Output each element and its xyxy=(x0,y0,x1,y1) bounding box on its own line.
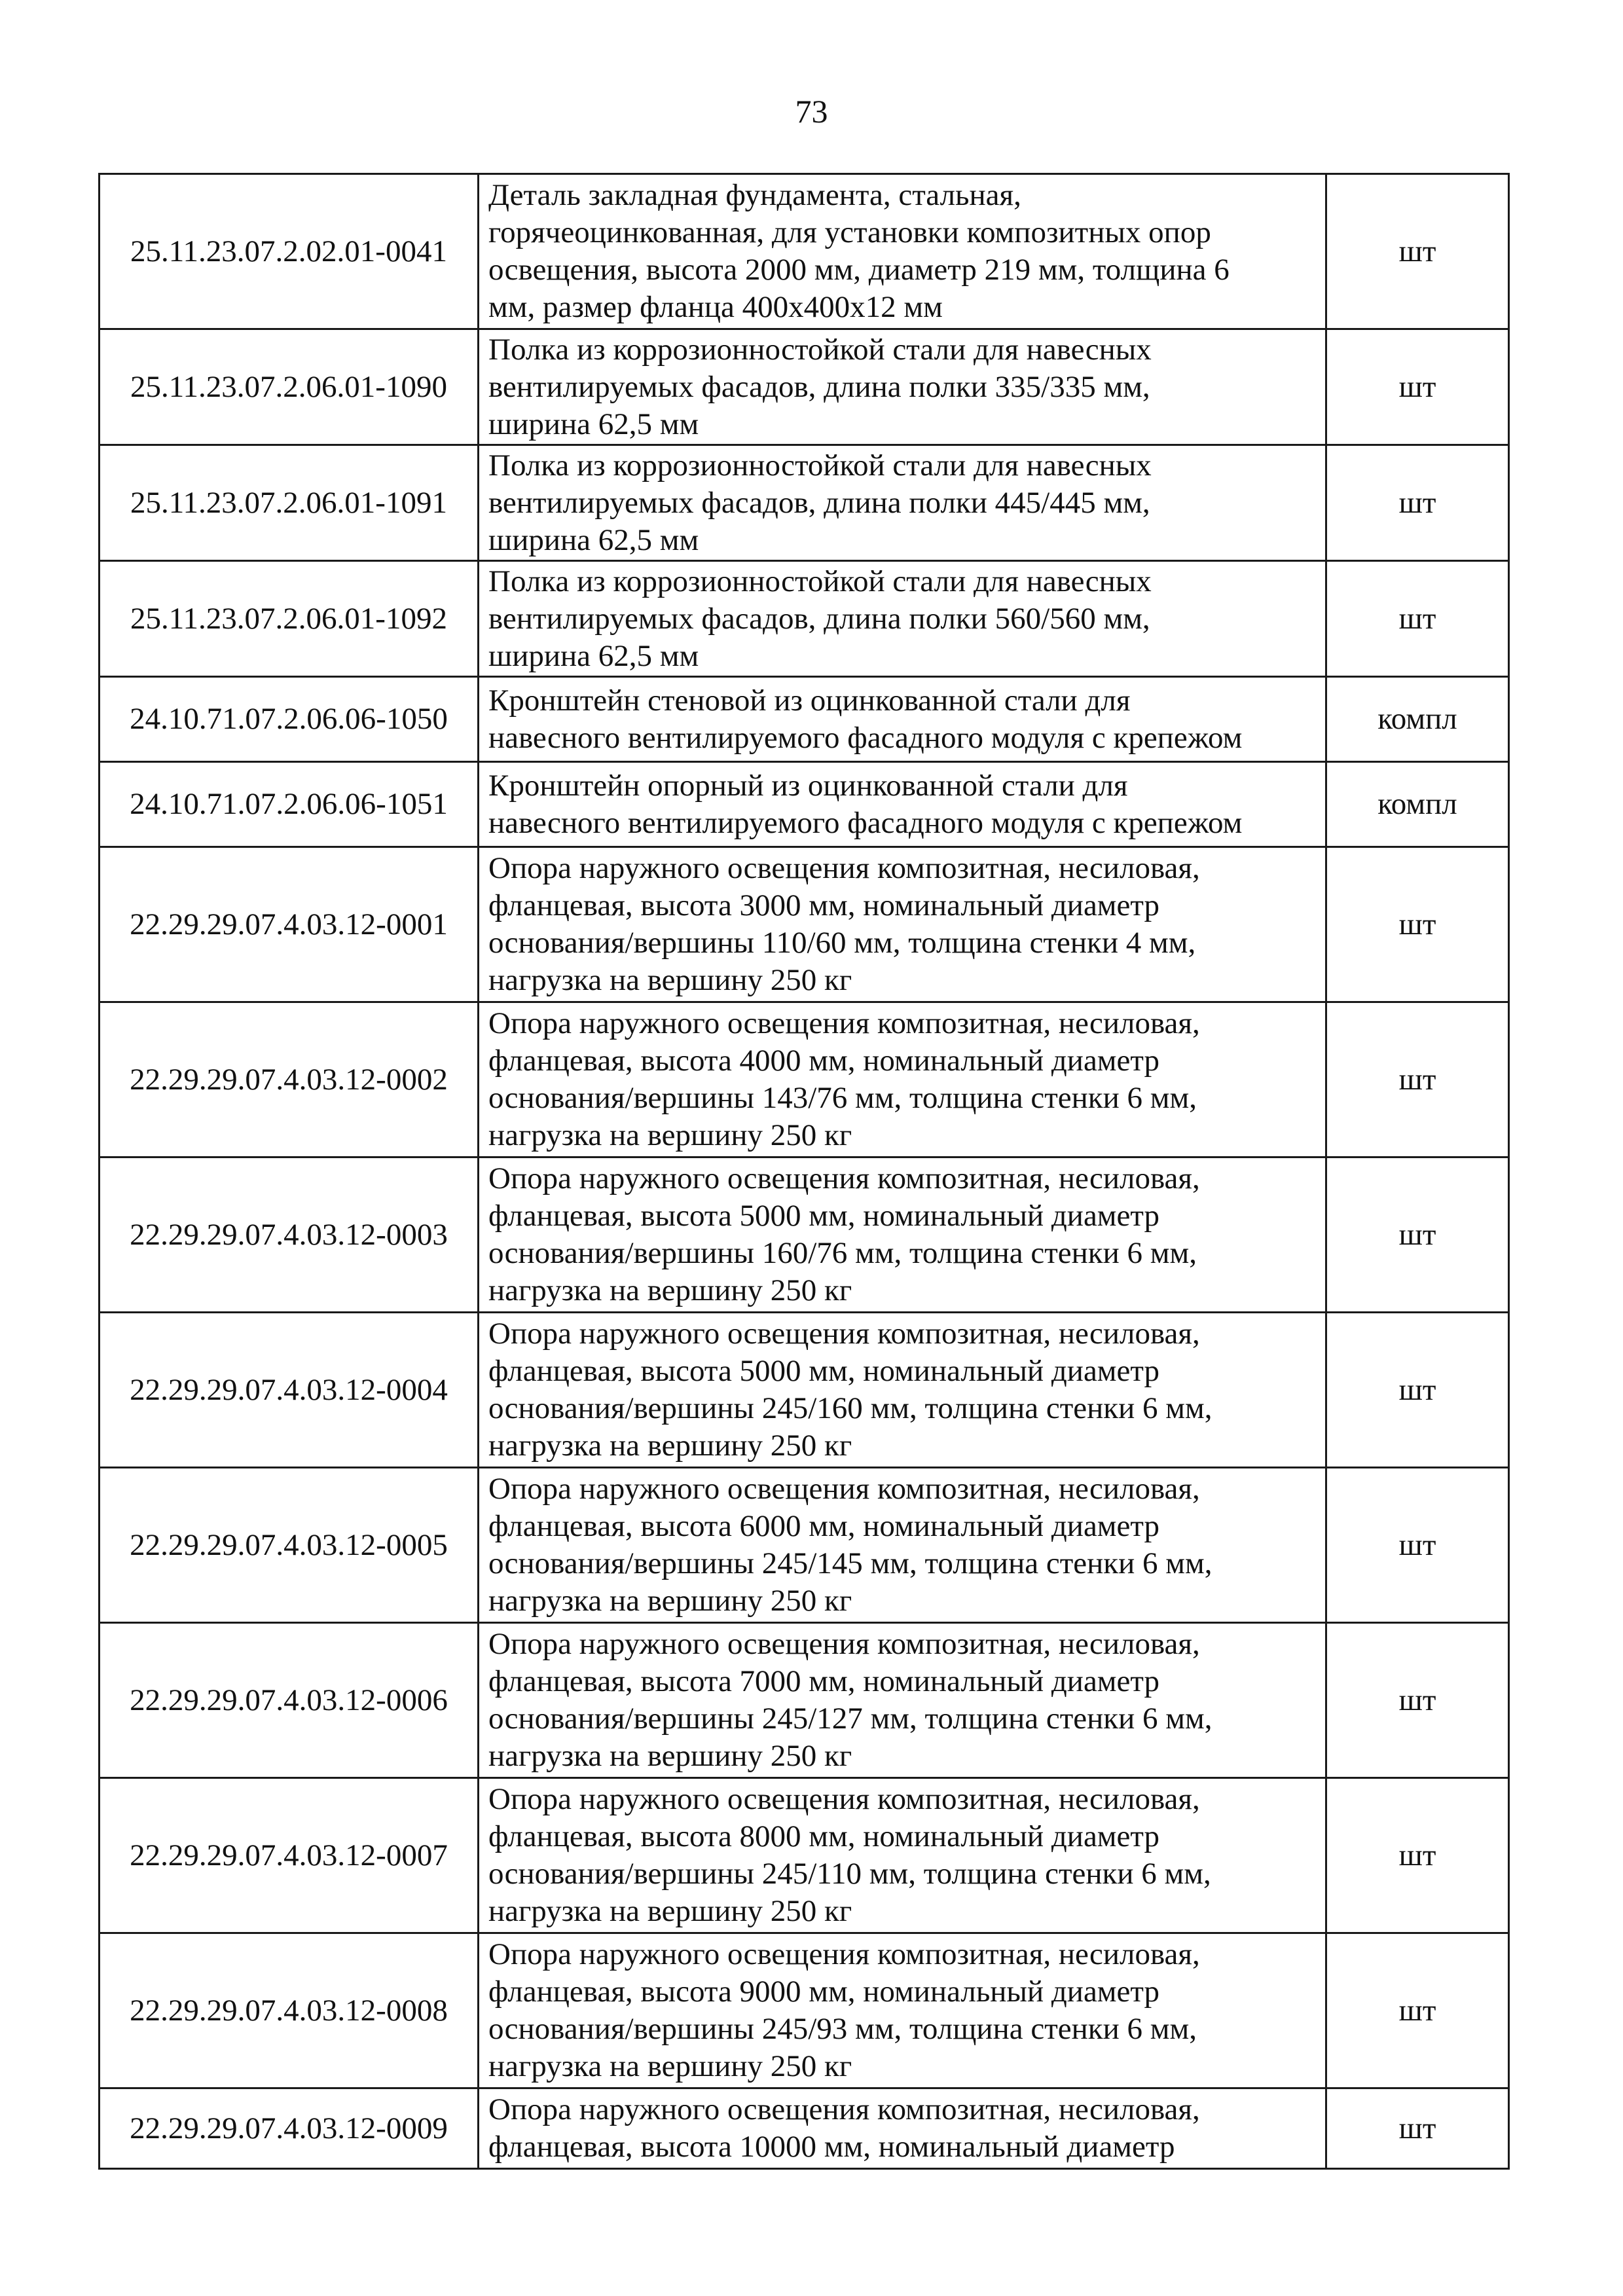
description-line: Опора наружного освещения композитная, несиловая, xyxy=(488,1006,1200,1040)
unit-of-measure: шт xyxy=(1326,1623,1509,1778)
resource-code: 25.11.23.07.2.02.01-0041 xyxy=(100,174,479,329)
description-line: горячеоцинкованная, для установки композитных опор xyxy=(488,215,1211,249)
resource-description xyxy=(479,1002,1326,1157)
unit-of-measure: шт xyxy=(1326,561,1509,677)
description-line: Опора наружного освещения композитная, несиловая, xyxy=(488,1782,1200,1816)
resource-code: 22.29.29.07.4.03.12-0004 xyxy=(100,1313,479,1468)
unit-of-measure: шт xyxy=(1326,174,1509,329)
description-line: Полка из коррозионностойкой стали для навесных xyxy=(488,332,1152,367)
unit-of-measure: шт xyxy=(1326,1002,1509,1157)
description-line: Опора наружного освещения композитная, несиловая, xyxy=(488,1472,1200,1506)
description-line: нагрузка на вершину 250 кг xyxy=(488,1273,852,1307)
table-row xyxy=(100,1157,1509,1313)
table-row xyxy=(100,847,1509,1002)
description-line: нагрузка на вершину 250 кг xyxy=(488,1118,852,1152)
description-line: фланцевая, высота 10000 мм, номинальный диаметр xyxy=(488,2130,1175,2164)
description-line: нагрузка на вершину 250 кг xyxy=(488,1739,852,1773)
description-line: Опора наружного освещения композитная, несиловая, xyxy=(488,851,1200,885)
description-line: навесного вентилируемого фасадного модуля с крепежом xyxy=(488,720,1243,755)
table-row xyxy=(100,329,1509,445)
resource-table-body xyxy=(100,174,1509,2169)
description-line: основания/вершины 160/76 мм, толщина стенки 6 мм, xyxy=(488,1236,1197,1270)
unit-of-measure: шт xyxy=(1326,847,1509,1002)
table-row xyxy=(100,445,1509,561)
description-line: нагрузка на вершину 250 кг xyxy=(488,2049,852,2083)
description-line: фланцевая, высота 6000 мм, номинальный диаметр xyxy=(488,1509,1160,1543)
unit-of-measure: компл xyxy=(1326,762,1509,847)
description-line: нагрузка на вершину 250 кг xyxy=(488,1429,852,1463)
description-line: ширина 62,5 мм xyxy=(488,522,699,557)
table-row xyxy=(100,1002,1509,1157)
unit-of-measure: шт xyxy=(1326,1157,1509,1313)
description-line: вентилируемых фасадов, длина полки 560/560 мм, xyxy=(488,601,1150,636)
description-line: Опора наружного освещения композитная, несиловая, xyxy=(488,1937,1200,1971)
description-line: фланцевая, высота 3000 мм, номинальный диаметр xyxy=(488,888,1160,922)
resource-description xyxy=(479,329,1326,445)
description-line: Опора наружного освещения композитная, несиловая, xyxy=(488,1627,1200,1661)
description-line: нагрузка на вершину 250 кг xyxy=(488,1894,852,1928)
description-line: Кронштейн стеновой из оцинкованной стали для xyxy=(488,683,1131,718)
unit-of-measure: шт xyxy=(1326,2088,1509,2169)
resource-description xyxy=(479,1933,1326,2088)
resource-code: 22.29.29.07.4.03.12-0007 xyxy=(100,1778,479,1933)
page-number: 73 xyxy=(795,93,828,130)
description-line: фланцевая, высота 5000 мм, номинальный диаметр xyxy=(488,1199,1160,1233)
table-row xyxy=(100,1313,1509,1468)
unit-of-measure: шт xyxy=(1326,1468,1509,1623)
unit-of-measure: шт xyxy=(1326,329,1509,445)
description-line: основания/вершины 245/145 мм, толщина стенки 6 мм, xyxy=(488,1546,1213,1580)
description-line: фланцевая, высота 7000 мм, номинальный диаметр xyxy=(488,1664,1160,1698)
description-line: мм, размер фланца 400х400х12 мм xyxy=(488,290,943,324)
unit-of-measure: шт xyxy=(1326,1313,1509,1468)
resource-code: 22.29.29.07.4.03.12-0006 xyxy=(100,1623,479,1778)
resource-description xyxy=(479,677,1326,762)
resource-description xyxy=(479,445,1326,561)
resource-table xyxy=(98,173,1510,2170)
description-line: нагрузка на вершину 250 кг xyxy=(488,1584,852,1618)
description-line: Опора наружного освещения композитная, несиловая, xyxy=(488,2092,1200,2126)
resource-code: 22.29.29.07.4.03.12-0005 xyxy=(100,1468,479,1623)
description-line: Опора наружного освещения композитная, несиловая, xyxy=(488,1161,1200,1195)
description-line: фланцевая, высота 9000 мм, номинальный диаметр xyxy=(488,1975,1160,2009)
description-line: Полка из коррозионностойкой стали для навесных xyxy=(488,564,1152,598)
resource-description xyxy=(479,1778,1326,1933)
resource-code: 24.10.71.07.2.06.06-1050 xyxy=(100,677,479,762)
description-line: вентилируемых фасадов, длина полки 335/335 мм, xyxy=(488,369,1150,404)
resource-code: 22.29.29.07.4.03.12-0009 xyxy=(100,2088,479,2169)
resource-description xyxy=(479,762,1326,847)
resource-description xyxy=(479,561,1326,677)
description-line: фланцевая, высота 8000 мм, номинальный диаметр xyxy=(488,1819,1160,1853)
description-line: нагрузка на вершину 250 кг xyxy=(488,963,852,997)
resource-code: 22.29.29.07.4.03.12-0008 xyxy=(100,1933,479,2088)
resource-code: 25.11.23.07.2.06.01-1092 xyxy=(100,561,479,677)
description-line: ширина 62,5 мм xyxy=(488,638,699,673)
resource-description xyxy=(479,1157,1326,1313)
resource-description xyxy=(479,847,1326,1002)
description-line: основания/вершины 245/93 мм, толщина стенки 6 мм, xyxy=(488,2012,1197,2046)
resource-description xyxy=(479,1468,1326,1623)
description-line: освещения, высота 2000 мм, диаметр 219 мм, толщина 6 xyxy=(488,253,1230,287)
unit-of-measure: шт xyxy=(1326,1778,1509,1933)
resource-code: 25.11.23.07.2.06.01-1090 xyxy=(100,329,479,445)
resource-code: 22.29.29.07.4.03.12-0002 xyxy=(100,1002,479,1157)
description-line: вентилируемых фасадов, длина полки 445/445 мм, xyxy=(488,485,1150,520)
table-row xyxy=(100,1933,1509,2088)
resource-description xyxy=(479,1623,1326,1778)
table-row xyxy=(100,1468,1509,1623)
resource-code: 24.10.71.07.2.06.06-1051 xyxy=(100,762,479,847)
table-row xyxy=(100,174,1509,329)
table-row xyxy=(100,1623,1509,1778)
table-row xyxy=(100,1778,1509,1933)
resource-code: 22.29.29.07.4.03.12-0001 xyxy=(100,847,479,1002)
description-line: основания/вершины 245/127 мм, толщина стенки 6 мм, xyxy=(488,1702,1213,1736)
description-line: навесного вентилируемого фасадного модуля с крепежом xyxy=(488,805,1243,840)
resource-description xyxy=(479,174,1326,329)
description-line: фланцевая, высота 4000 мм, номинальный диаметр xyxy=(488,1044,1160,1078)
description-line: основания/вершины 245/110 мм, толщина стенки 6 мм, xyxy=(488,1857,1211,1891)
table-row xyxy=(100,561,1509,677)
description-line: Деталь закладная фундамента, стальная, xyxy=(488,178,1021,212)
table-row xyxy=(100,762,1509,847)
unit-of-measure: шт xyxy=(1326,445,1509,561)
description-line: ширина 62,5 мм xyxy=(488,407,699,441)
table-row xyxy=(100,2088,1509,2169)
description-line: Опора наружного освещения композитная, несиловая, xyxy=(488,1317,1200,1351)
resource-code: 22.29.29.07.4.03.12-0003 xyxy=(100,1157,479,1313)
description-line: фланцевая, высота 5000 мм, номинальный диаметр xyxy=(488,1354,1160,1388)
description-line: основания/вершины 110/60 мм, толщина стенки 4 мм, xyxy=(488,926,1196,960)
resource-code: 25.11.23.07.2.06.01-1091 xyxy=(100,445,479,561)
table-row xyxy=(100,677,1509,762)
resource-description xyxy=(479,1313,1326,1468)
description-line: Кронштейн опорный из оцинкованной стали для xyxy=(488,768,1128,803)
unit-of-measure: компл xyxy=(1326,677,1509,762)
description-line: основания/вершины 143/76 мм, толщина стенки 6 мм, xyxy=(488,1081,1197,1115)
description-line: Полка из коррозионностойкой стали для навесных xyxy=(488,448,1152,483)
unit-of-measure: шт xyxy=(1326,1933,1509,2088)
description-line: основания/вершины 245/160 мм, толщина стенки 6 мм, xyxy=(488,1391,1213,1425)
resource-description xyxy=(479,2088,1326,2169)
